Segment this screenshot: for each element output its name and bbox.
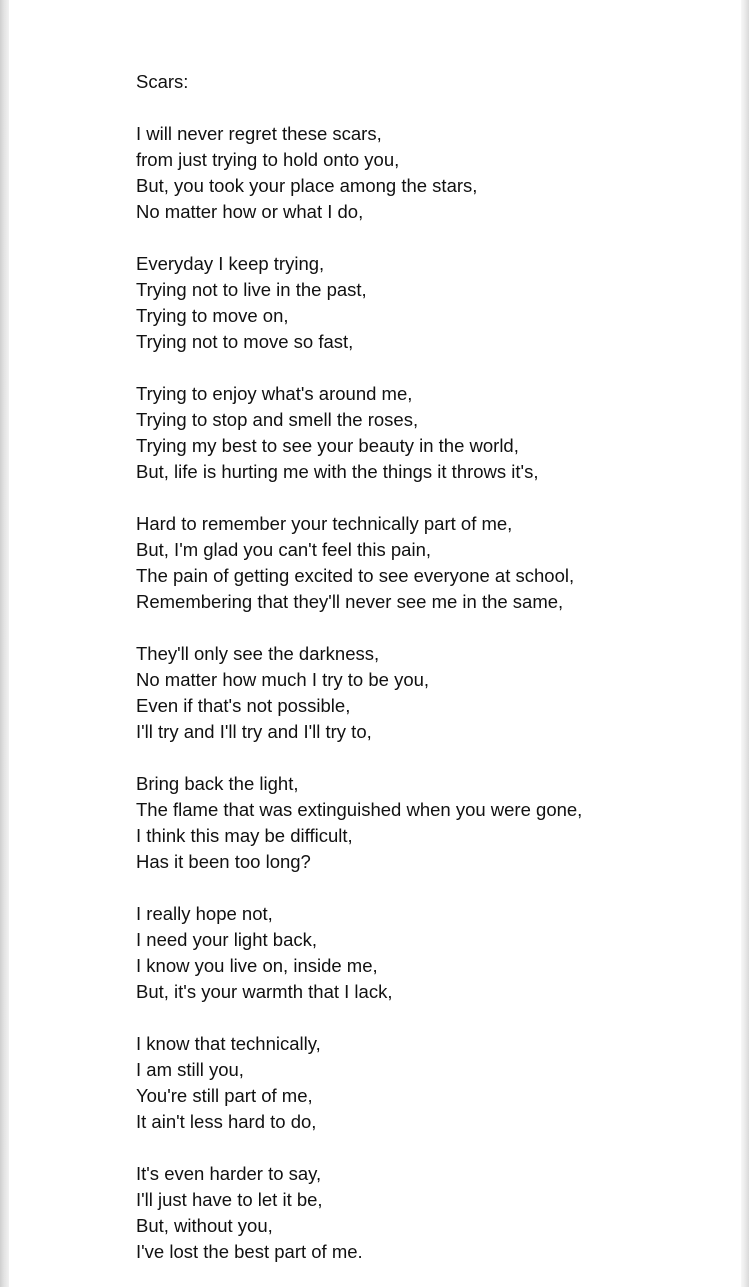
poem-line: Everyday I keep trying, xyxy=(136,253,325,274)
poem-line: I'll just have to let it be, xyxy=(136,1189,323,1210)
poem-line: Hard to remember your technically part of me, xyxy=(136,513,513,534)
poem-line: No matter how much I try to be you, xyxy=(136,669,430,690)
stanza-3 xyxy=(136,381,726,485)
poem-line: But, I'm glad you can't feel this pain, xyxy=(136,539,432,560)
poem-line: I am still you, xyxy=(136,1059,244,1080)
stanza-1 xyxy=(136,121,726,225)
poem-line: I really hope not, xyxy=(136,903,273,924)
poem-line: You're still part of me, xyxy=(136,1085,313,1106)
poem-line: Trying not to move so fast, xyxy=(136,331,354,352)
poem-line: Trying to stop and smell the roses, xyxy=(136,409,419,430)
poem-line: But, without you, xyxy=(136,1215,273,1236)
poem-line: It's even harder to say, xyxy=(136,1163,322,1184)
poem xyxy=(136,69,726,1287)
stanza-5 xyxy=(136,641,726,745)
poem-line: I think this may be difficult, xyxy=(136,825,353,846)
stanza-6 xyxy=(136,771,726,875)
poem-title: Scars: xyxy=(136,71,189,92)
poem-line: Bring back the light, xyxy=(136,773,299,794)
poem-line: Trying not to live in the past, xyxy=(136,279,367,300)
stanza-7 xyxy=(136,901,726,1005)
poem-line: I will never regret these scars, xyxy=(136,123,382,144)
poem-line: Trying to move on, xyxy=(136,305,289,326)
poem-line: Trying to enjoy what's around me, xyxy=(136,383,413,404)
stanza-8 xyxy=(136,1031,726,1135)
poem-line: I've lost the best part of me. xyxy=(136,1241,363,1262)
poem-line: Even if that's not possible, xyxy=(136,695,351,716)
poem-line: They'll only see the darkness, xyxy=(136,643,380,664)
poem-line: I know you live on, inside me, xyxy=(136,955,378,976)
poem-line: But, life is hurting me with the things it throws it's, xyxy=(136,461,539,482)
poem-line: It ain't less hard to do, xyxy=(136,1111,317,1132)
poem-line: I'll try and I'll try and I'll try to, xyxy=(136,721,372,742)
poem-line: But, you took your place among the stars, xyxy=(136,175,478,196)
poem-line: The pain of getting excited to see everyone at school, xyxy=(136,565,575,586)
poem-line: Has it been too long? xyxy=(136,851,311,872)
stanza-2 xyxy=(136,251,726,355)
page-right-edge xyxy=(741,0,749,1287)
poem-line: Trying my best to see your beauty in the world, xyxy=(136,435,519,456)
poem-line: But, it's your warmth that I lack, xyxy=(136,981,393,1002)
poem-line: from just trying to hold onto you, xyxy=(136,149,400,170)
stanza-4 xyxy=(136,511,726,615)
poem-line: No matter how or what I do, xyxy=(136,201,364,222)
page-left-edge xyxy=(0,0,9,1287)
poem-line: I need your light back, xyxy=(136,929,317,950)
poem-line: The flame that was extinguished when you were gone, xyxy=(136,799,583,820)
poem-line: Remembering that they'll never see me in the same, xyxy=(136,591,564,612)
stanza-9 xyxy=(136,1161,726,1265)
poem-line: I know that technically, xyxy=(136,1033,321,1054)
